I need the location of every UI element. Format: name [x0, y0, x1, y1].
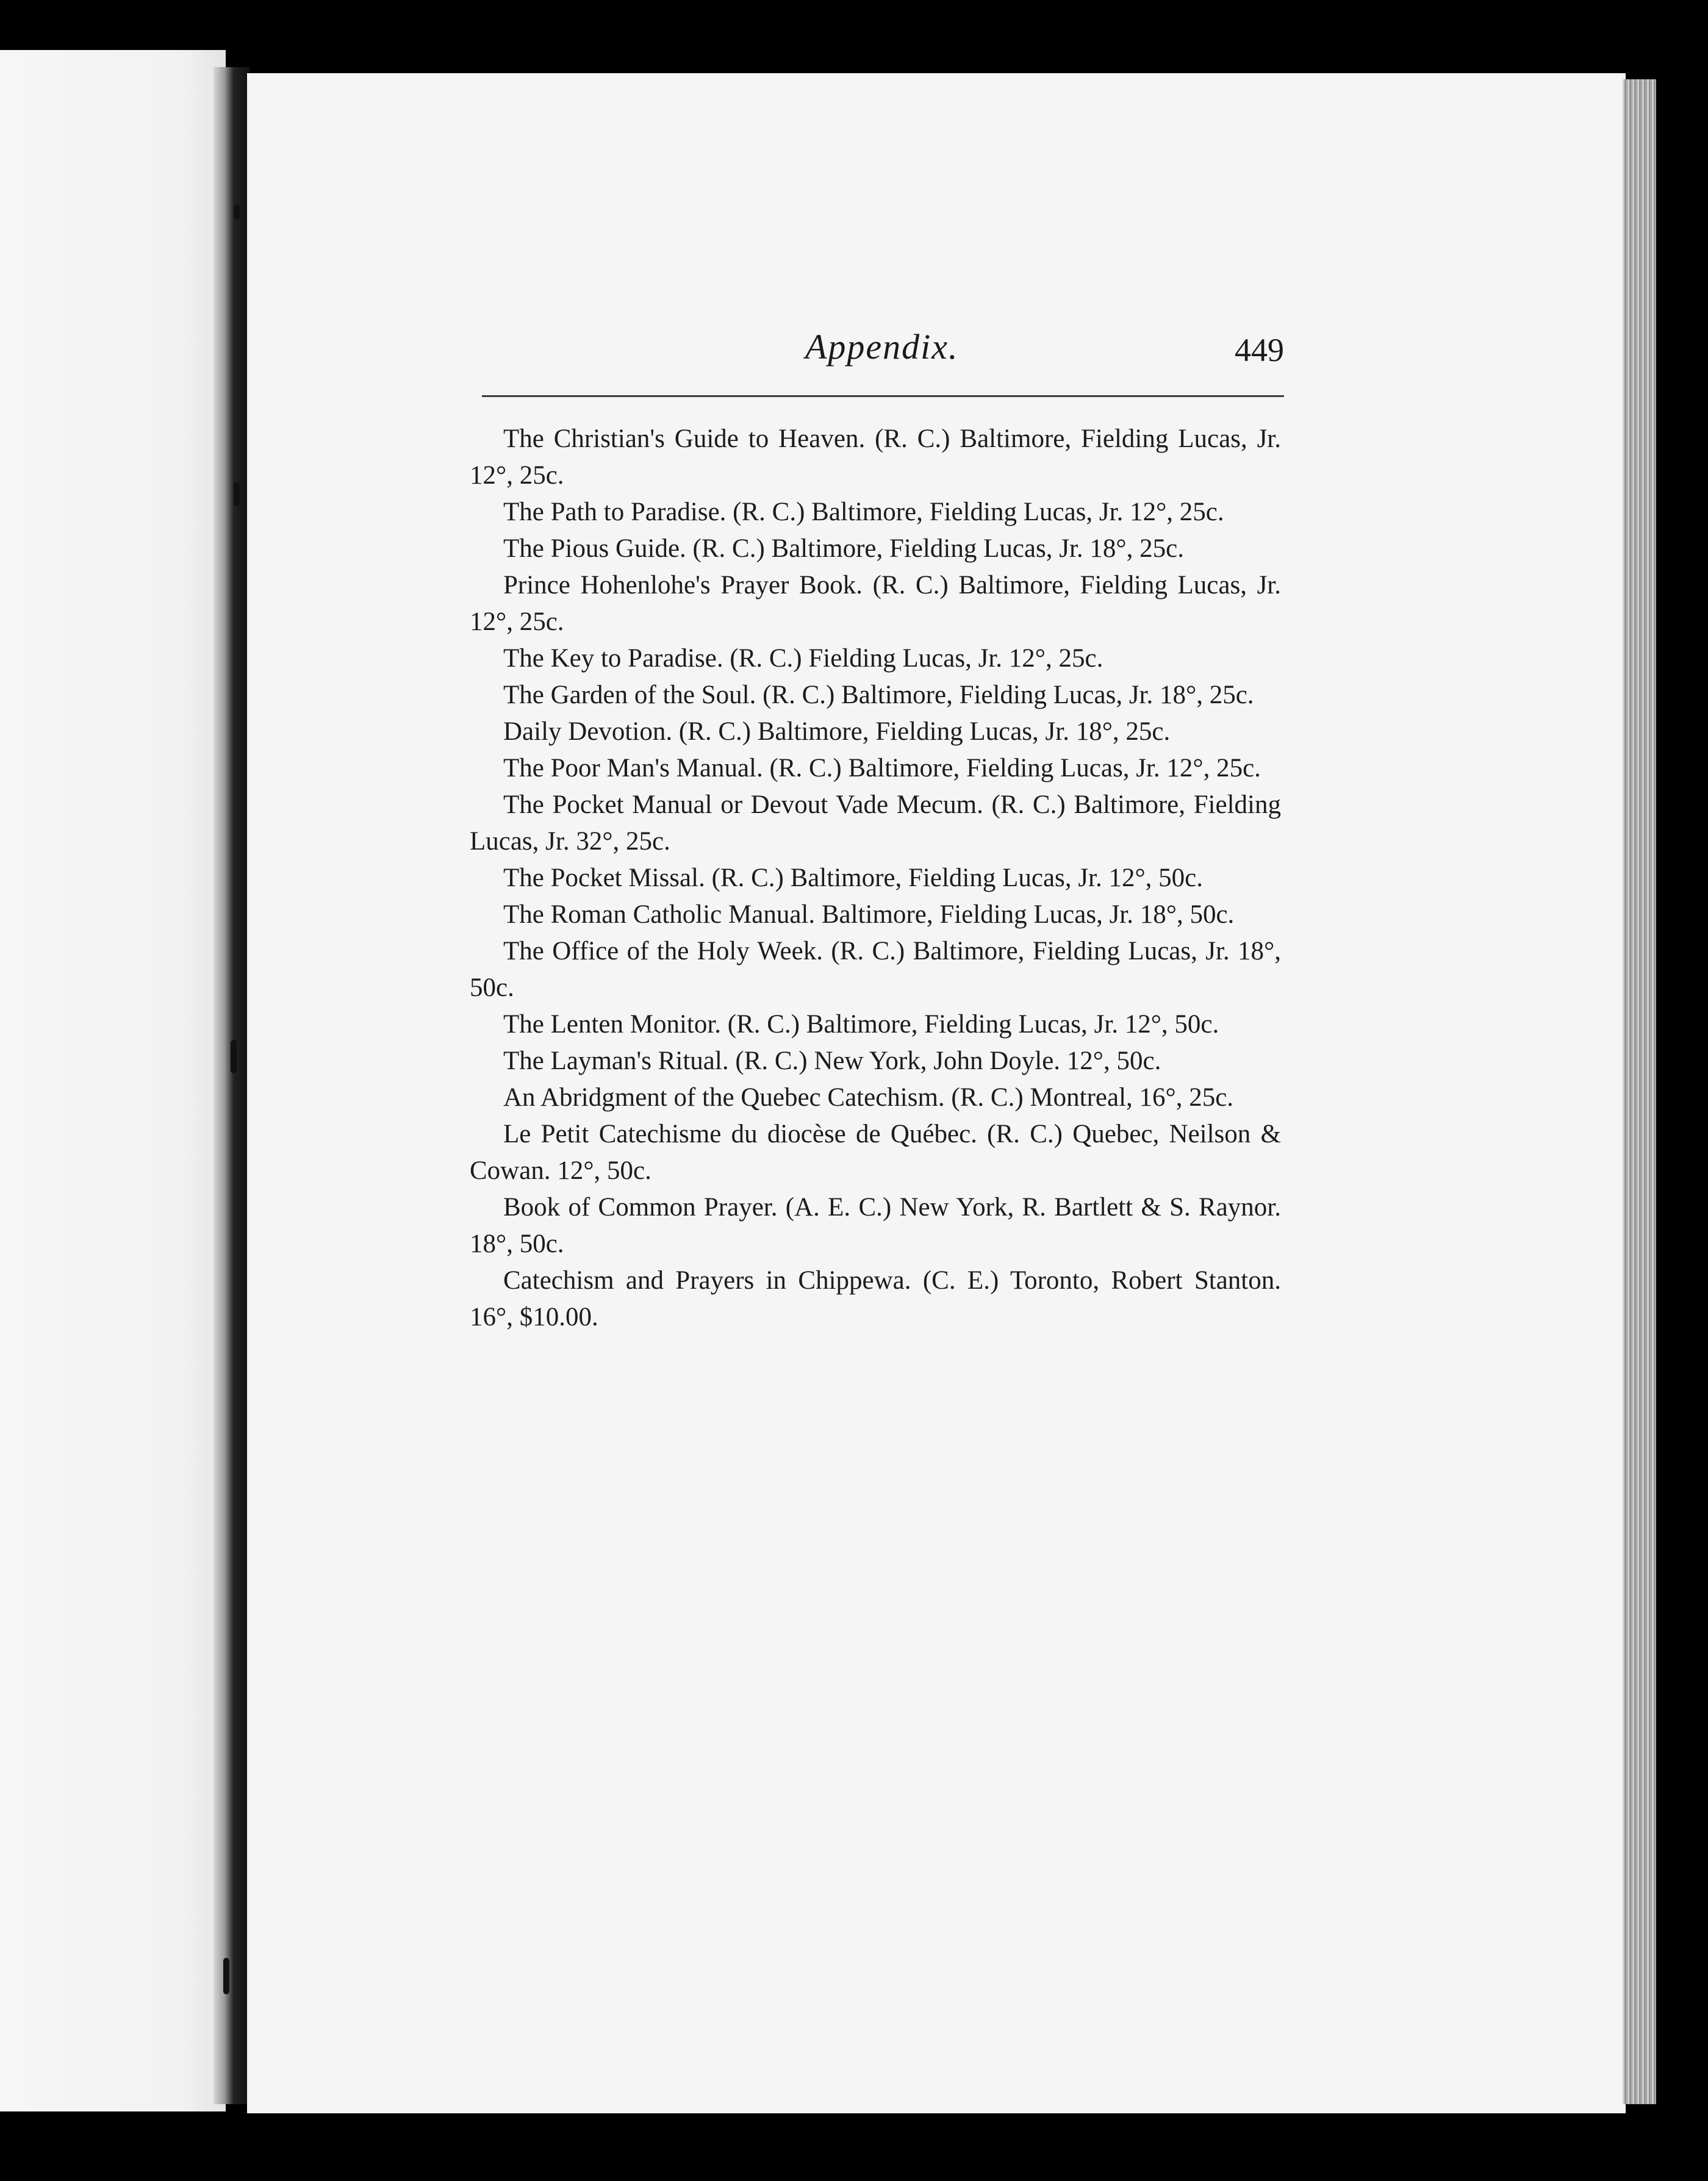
- binding-mark: [234, 204, 240, 219]
- bibliography-entry: Le Petit Catechisme du diocèse de Québec. (R. C.) Quebec, Neilson & Cowan. 12°, 50c.: [470, 1120, 1281, 1185]
- bibliography-entry: Daily Devotion. (R. C.) Baltimore, Fielding Lucas, Jr. 18°, 25c.: [503, 717, 1171, 746]
- binding-mark: [234, 482, 240, 506]
- binding-mark: [223, 1958, 229, 1994]
- bibliography-entry: The Lenten Monitor. (R. C.) Baltimore, Fielding Lucas, Jr. 12°, 50c.: [503, 1010, 1219, 1039]
- binding-mark: [231, 1040, 237, 1073]
- bibliography-entry: The Path to Paradise. (R. C.) Baltimore, Fielding Lucas, Jr. 12°, 25c.: [503, 498, 1224, 526]
- bibliography-entry: The Roman Catholic Manual. Baltimore, Fielding Lucas, Jr. 18°, 50c.: [503, 900, 1235, 929]
- bibliography-entry: An Abridgment of the Quebec Catechism. (R. C.) Montreal, 16°, 25c.: [503, 1083, 1234, 1112]
- bibliography-entry: The Layman's Ritual. (R. C.) New York, John Doyle. 12°, 50c.: [503, 1047, 1161, 1075]
- page-stack-edge: [1623, 79, 1656, 2104]
- bibliography-entry: The Pocket Missal. (R. C.) Baltimore, Fielding Lucas, Jr. 12°, 50c.: [503, 864, 1203, 892]
- facing-page: [0, 50, 226, 2111]
- bibliography-entry: The Garden of the Soul. (R. C.) Baltimore, Fielding Lucas, Jr. 18°, 25c.: [503, 681, 1254, 709]
- header-rule: [482, 395, 1284, 397]
- bibliography-entry: The Pocket Manual or Devout Vade Mecum. (R. C.) Baltimore, Fielding Lucas, Jr. 32°, 25c.: [470, 790, 1281, 856]
- page-header: [482, 320, 1284, 375]
- bibliography-entry: The Pious Guide. (R. C.) Baltimore, Fielding Lucas, Jr. 18°, 25c.: [503, 534, 1184, 563]
- running-title: Appendix.: [805, 327, 959, 367]
- bibliography-entry: The Christian's Guide to Heaven. (R. C.) Baltimore, Fielding Lucas, Jr. 12°, 25c.: [470, 424, 1281, 490]
- bibliography-list: [470, 421, 1281, 1336]
- bibliography-entry: Book of Common Prayer. (A. E. C.) New York, R. Bartlett & S. Raynor. 18°, 50c.: [470, 1193, 1281, 1258]
- bibliography-entry: The Key to Paradise. (R. C.) Fielding Lucas, Jr. 12°, 25c.: [503, 644, 1103, 673]
- bibliography-entry: Catechism and Prayers in Chippewa. (C. E.) Toronto, Robert Stanton. 16°, $10.00.: [470, 1266, 1281, 1331]
- bibliography-entry: Prince Hohenlohe's Prayer Book. (R. C.) Baltimore, Fielding Lucas, Jr. 12°, 25c.: [470, 571, 1281, 636]
- book-gutter: [214, 67, 250, 2104]
- bibliography-entry: The Poor Man's Manual. (R. C.) Baltimore, Fielding Lucas, Jr. 12°, 25c.: [503, 754, 1261, 783]
- page-number: 449: [1235, 332, 1284, 368]
- bibliography-entry: The Office of the Holy Week. (R. C.) Baltimore, Fielding Lucas, Jr. 18°, 50c.: [470, 937, 1281, 1002]
